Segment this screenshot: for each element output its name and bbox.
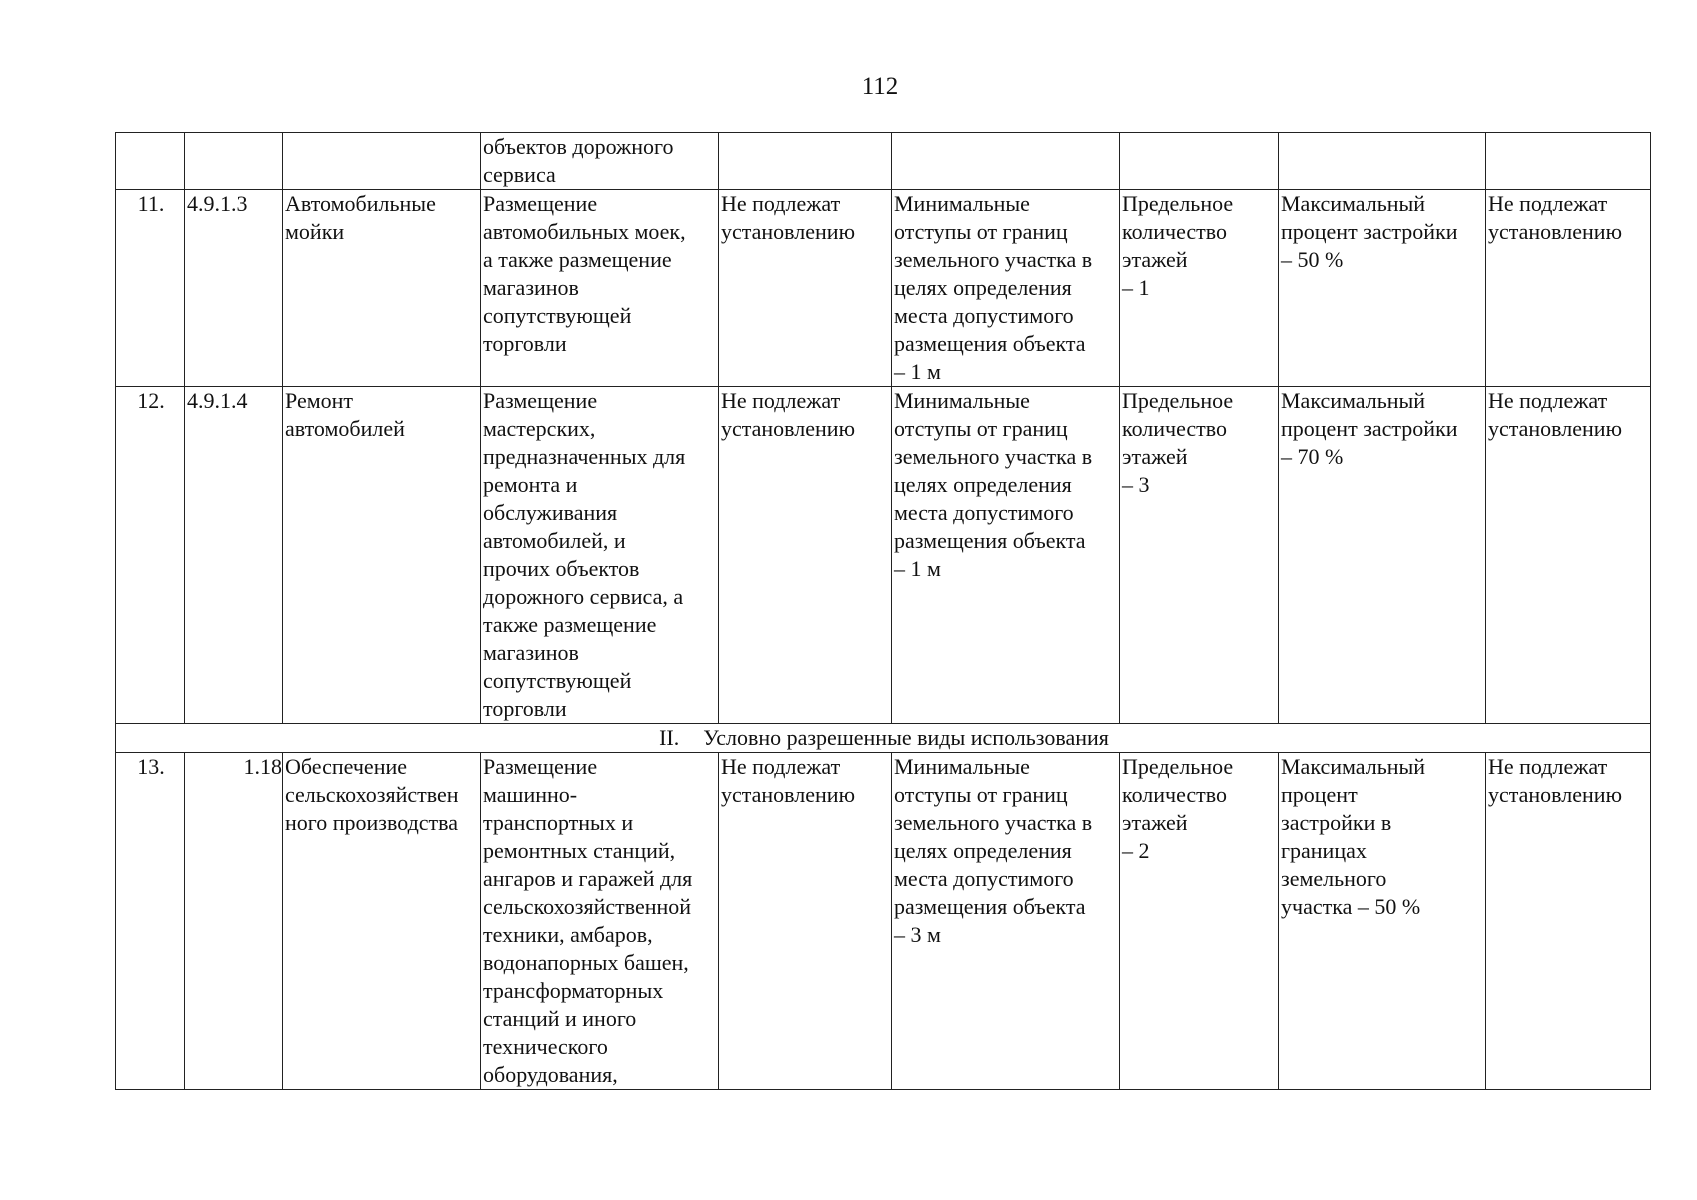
name-cell: Ремонт автомобилей	[283, 387, 481, 724]
table-row	[116, 753, 1651, 1090]
other-cell: Не подлежат установлению	[1486, 387, 1651, 724]
other-cell: Не подлежат установлению	[1486, 753, 1651, 1090]
setbacks-cell: Минимальные отступы от границ земельного участка в целях определения места допустимого размещения объекта – 1 м	[892, 190, 1120, 387]
section-number: II.	[659, 725, 680, 750]
description-cell: Размещение мастерских, предназначенных для ремонта и обслуживания автомобилей, и прочих объектов дорожного сервиса, а также размещение магазинов сопутствующей торговли	[481, 387, 719, 724]
name-cell: Обеспечение сельскохозяйствен ного производства	[283, 753, 481, 1090]
row-number-cell: 12.	[116, 387, 185, 724]
table-row	[116, 190, 1651, 387]
min-area-cell: Не подлежат установлению	[719, 387, 892, 724]
setbacks-cell: Минимальные отступы от границ земельного участка в целях определения места допустимого размещения объекта – 1 м	[892, 387, 1120, 724]
section-header-row	[116, 724, 1651, 753]
row-number-cell: 13.	[116, 753, 185, 1090]
code-cell: 1.18	[185, 753, 283, 1090]
zoning-table	[115, 132, 1651, 1090]
floors-cell: Предельное количество этажей – 2	[1120, 753, 1279, 1090]
row-number-cell	[116, 133, 185, 190]
code-cell	[185, 133, 283, 190]
floors-cell: Предельное количество этажей – 1	[1120, 190, 1279, 387]
code-cell: 4.9.1.4	[185, 387, 283, 724]
coverage-cell: Максимальный процент застройки – 70 %	[1279, 387, 1486, 724]
setbacks-cell	[892, 133, 1120, 190]
floors-cell	[1120, 133, 1279, 190]
description-cell: Размещение автомобильных моек, а также размещение магазинов сопутствующей торговли	[481, 190, 719, 387]
coverage-cell	[1279, 133, 1486, 190]
section-title: Условно разрешенные виды использования	[703, 725, 1109, 750]
floors-cell: Предельное количество этажей – 3	[1120, 387, 1279, 724]
coverage-cell: Максимальный процент застройки в границах земельного участка – 50 %	[1279, 753, 1486, 1090]
table-row-continuation	[116, 133, 1651, 190]
page-number: 112	[861, 73, 899, 100]
table-row	[116, 387, 1651, 724]
description-cell: Размещение машинно- транспортных и ремонтных станций, ангаров и гаражей для сельскохозяйственной техники, амбаров, водонапорных башен, трансформаторных станций и иного технического оборудования,	[481, 753, 719, 1090]
description-cell: объектов дорожного сервиса	[481, 133, 719, 190]
row-number-cell: 11.	[116, 190, 185, 387]
name-cell	[283, 133, 481, 190]
name-cell: Автомобильные мойки	[283, 190, 481, 387]
code-cell: 4.9.1.3	[185, 190, 283, 387]
other-cell: Не подлежат установлению	[1486, 190, 1651, 387]
min-area-cell: Не подлежат установлению	[719, 753, 892, 1090]
coverage-cell: Максимальный процент застройки – 50 %	[1279, 190, 1486, 387]
setbacks-cell: Минимальные отступы от границ земельного участка в целях определения места допустимого размещения объекта – 3 м	[892, 753, 1120, 1090]
section-header	[116, 724, 1651, 753]
min-area-cell	[719, 133, 892, 190]
min-area-cell: Не подлежат установлению	[719, 190, 892, 387]
other-cell	[1486, 133, 1651, 190]
